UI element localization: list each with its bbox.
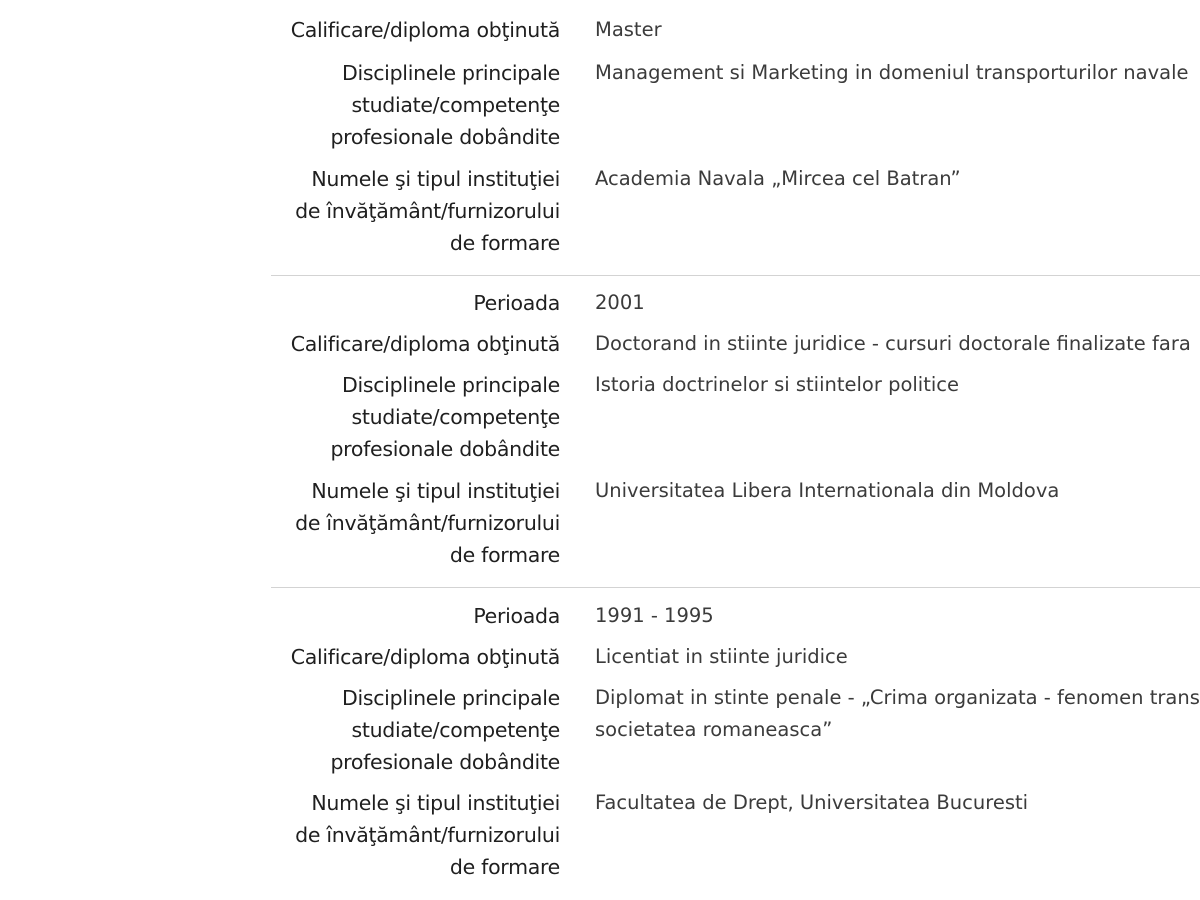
calificare-value: Doctorand in stiinte juridice - cursuri doctorale finalizate fara	[595, 332, 1191, 355]
calificare-label: Calificare/diploma obţinută	[290, 645, 560, 669]
calificare-label: Calificare/diploma obţinută	[290, 332, 560, 356]
institutie-value: Facultatea de Drept, Universitatea Bucuresti	[595, 791, 1029, 814]
calificare-value: Licentiat in stiinte juridice	[595, 645, 848, 668]
discipline-value: Diplomat in stinte penale - „Crima organizata - fenomen trans societatea romaneasca”	[595, 686, 1200, 741]
institutie-value: Universitatea Libera Internationala din Moldova	[595, 479, 1060, 502]
institutie-label: Numele şi tipul instituţiei de învăţământ/furnizorului de formare	[295, 479, 560, 567]
discipline-value: Istoria doctrinelor si stiintelor politice	[595, 373, 960, 396]
discipline-value: Management si Marketing in domeniul transporturilor navale	[595, 61, 1189, 84]
perioada-label: Perioada	[473, 604, 560, 628]
discipline-label: Disciplinele principale studiate/competenţe profesionale dobândite	[330, 373, 560, 461]
calificare-value: Master	[595, 18, 662, 41]
discipline-label: Disciplinele principale studiate/competenţe profesionale dobândite	[330, 686, 560, 774]
section-divider	[271, 587, 1200, 588]
institutie-label: Numele şi tipul instituţiei de învăţământ/furnizorului de formare	[295, 791, 560, 879]
calificare-label: Calificare/diploma obţinută	[290, 18, 560, 42]
discipline-label: Disciplinele principale studiate/competenţe profesionale dobândite	[330, 61, 560, 149]
institutie-value: Academia Navala „Mircea cel Batran”	[595, 167, 961, 190]
perioada-label: Perioada	[473, 291, 560, 315]
institutie-label: Numele şi tipul instituţiei de învăţământ/furnizorului de formare	[295, 167, 560, 255]
perioada-value: 1991 - 1995	[595, 604, 714, 627]
perioada-value: 2001	[595, 291, 645, 314]
section-divider	[271, 275, 1200, 276]
